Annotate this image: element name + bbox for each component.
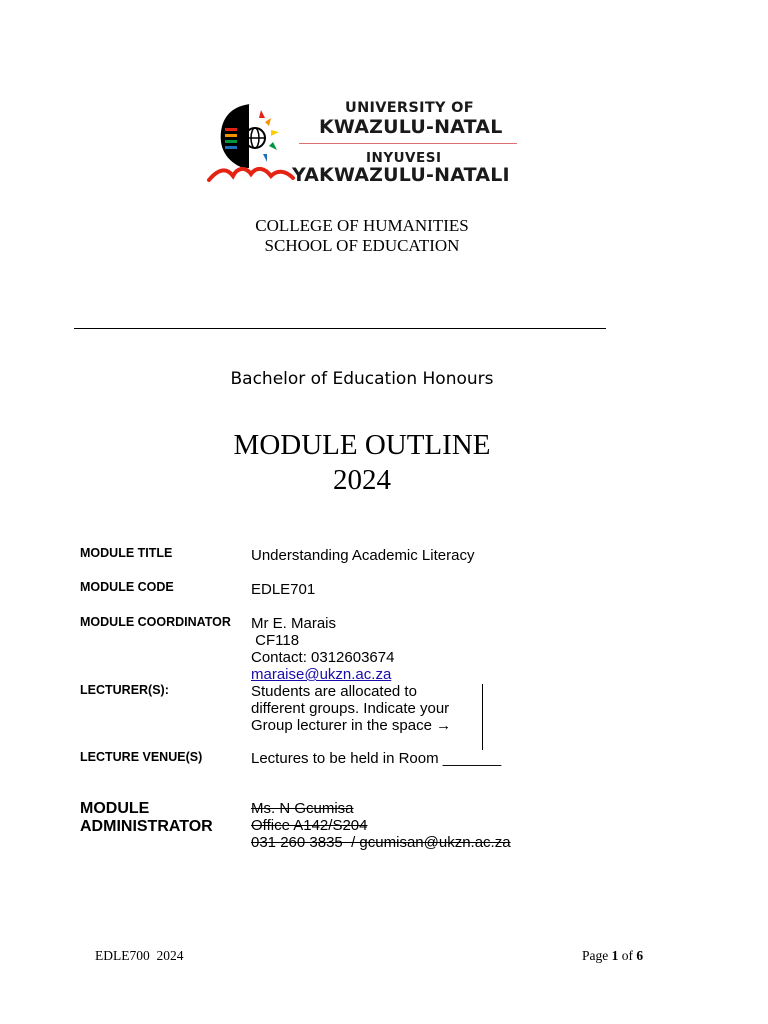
document-title: MODULE OUTLINE — [233, 429, 491, 461]
lecturers-note-line-3: Group lecturer in the space → — [251, 717, 452, 734]
logo-text-kwazulu-natal: KWAZULU-NATAL — [319, 116, 503, 138]
coordinator-name: Mr E. Marais — [251, 615, 337, 632]
ukzn-emblem-icon — [205, 98, 297, 190]
university-logo — [205, 98, 525, 190]
lecture-venue-label: LECTURE VENUE(S) — [80, 750, 203, 764]
logo-divider — [299, 143, 517, 144]
logo-text-yakwazulu-natali: YAKWAZULU-NATALI — [292, 164, 510, 186]
module-title-label: MODULE TITLE — [80, 546, 173, 560]
lecturers-note-line-2: different groups. Indicate your — [251, 700, 450, 717]
administrator-contact: 031 260 3835 / gcumisan@ukzn.ac.za — [251, 834, 511, 851]
coordinator-email-link[interactable]: maraise@ukzn.ac.za — [251, 666, 392, 683]
coordinator-office: CF118 — [251, 632, 300, 649]
module-coordinator-label: MODULE COORDINATOR — [80, 615, 231, 629]
horizontal-rule — [74, 328, 606, 329]
module-code-label: MODULE CODE — [80, 580, 174, 594]
college-name: COLLEGE OF HUMANITIES — [255, 216, 469, 235]
of-word: of — [618, 948, 637, 963]
school-name: SCHOOL OF EDUCATION — [264, 236, 460, 255]
lecturers-note-line-1: Students are allocated to — [251, 683, 417, 700]
module-administrator-label-line-2: ADMINISTRATOR — [80, 818, 213, 835]
lecturers-label: LECTURER(S): — [80, 683, 169, 697]
page-word: Page — [582, 948, 612, 963]
logo-text-inyuvesi: INYUVESI — [366, 150, 442, 166]
administrator-name: Ms. N Gcumisa — [251, 800, 354, 817]
footer-module-code: EDLE700 2024 — [95, 948, 184, 963]
lecture-venue-value: Lectures to be held in Room _______ — [251, 750, 502, 767]
administrator-office: Office A142/S204 — [251, 817, 368, 834]
lecturer-entry-space-line — [482, 684, 483, 750]
page-total: 6 — [636, 948, 644, 963]
module-administrator-label-line-1: MODULE — [80, 800, 150, 817]
page-current: 1 — [611, 948, 619, 963]
document-year: 2024 — [333, 464, 391, 496]
logo-text-university-of: UNIVERSITY OF — [345, 100, 475, 116]
module-code-value: EDLE701 — [251, 581, 316, 598]
coordinator-contact: Contact: 0312603674 — [251, 649, 395, 666]
module-title-value: Understanding Academic Literacy — [251, 547, 475, 564]
footer-page-number — [582, 948, 643, 964]
degree-name: Bachelor of Education Honours — [230, 369, 494, 389]
